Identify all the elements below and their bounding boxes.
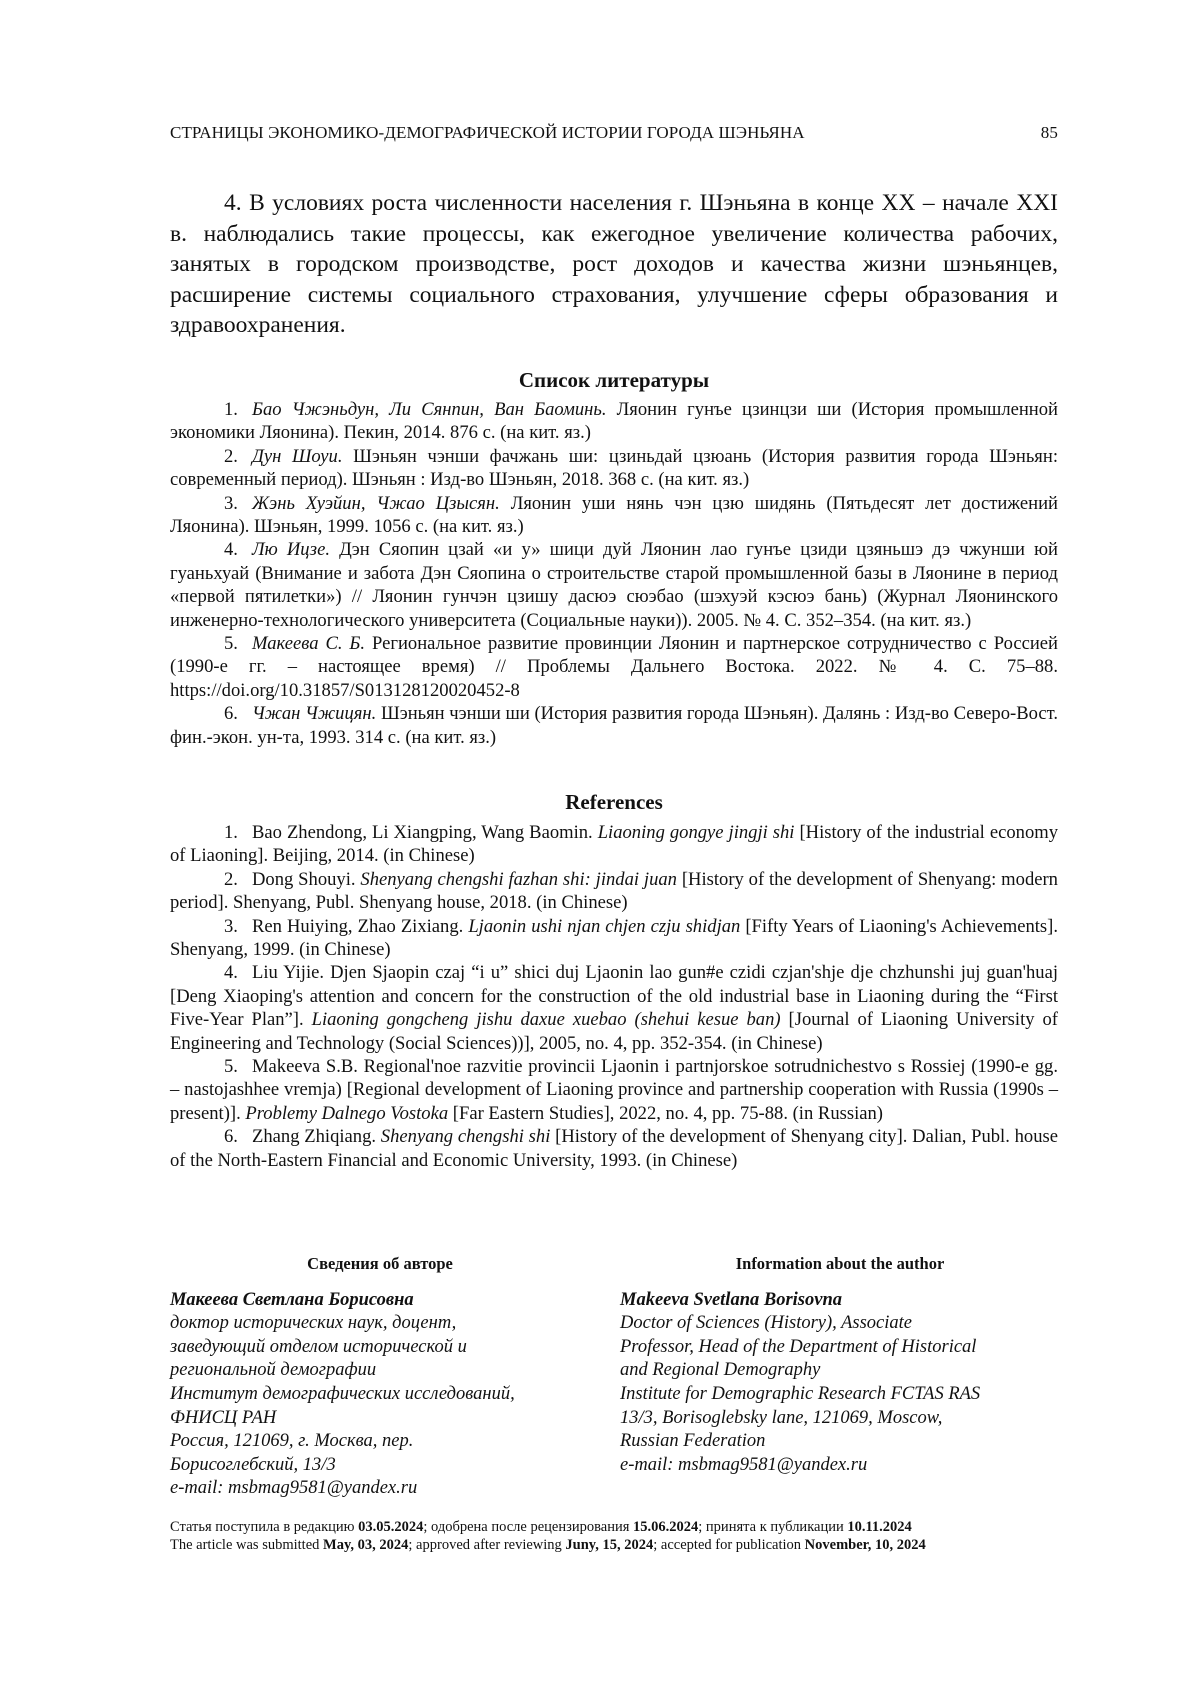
reference-author: Макеева С. Б.: [252, 633, 366, 655]
reference-text: Zhang Zhiqiang.: [252, 1126, 381, 1148]
ru-reference-item: [170, 492, 1058, 539]
en-reference-item: [170, 821, 1058, 868]
reference-text: Liu Yijie. Djen Sjaopin czaj “i u” shici duj Ljaonin lao gun#e czidi czjan'shje dje chzhunshi juj guan'huaj [Deng Xiaoping's attention and concern for the construction of the old industrial base in Liaoning during the “First Five-Year Plan”].: [170, 962, 1058, 1031]
reference-text: [History of the development of Shenyang city]. Dalian, Publ. house of the North-Eastern Financial and Economic University, 1993. (in Chinese): [170, 1126, 1058, 1171]
author-info-ru: [170, 1252, 590, 1501]
author-detail-line: 13/3, Borisoglebsky lane, 121069, Moscow,: [620, 1407, 943, 1428]
ru-reference-item: [170, 398, 1058, 445]
reference-text: Bao Zhendong, Li Xiangping, Wang Baomin.: [252, 822, 598, 843]
en-reference-item: [170, 961, 1058, 1055]
author-detail-line: e-mail: msbmag9581@yandex.ru: [170, 1478, 418, 1499]
reference-number: 3.: [224, 492, 238, 514]
reference-text: Шэньян чэнши ши (История развития города Шэньян). Далянь : Изд-во Северо-Вост. фин.-экон. ун-та, 1993. 314 с. (на кит. яз.): [170, 703, 1058, 748]
reference-text: Makeeva S.B. Regional'noe razvitie provincii Ljaonin i partnjorskoe sotrudnichestvo s Rossiej (1990-e gg. – nastojashhee vremja) [Regional development of Liaoning province and partnership cooperation with Russia (1990s – present)].: [170, 1056, 1058, 1124]
submission-dates: [170, 1518, 1058, 1554]
submission-dates-ru: Статья поступила в редакцию 03.05.2024; одобрена после рецензирования 15.06.2024; принята к публикации 10.11.2024: [170, 1519, 912, 1535]
en-reference-item: [170, 868, 1058, 915]
reference-text: Дэн Сяопин цзай «и у» шици дуй Ляонин лао гунъе цзиди цзяньшэ дэ чжунши юй гуаньхуай (Внимание и забота Дэн Сяопина о строительстве старой промышленной базы в Ляонине в период «первой пятилетки») // Ляонин гунчэн цзишу дасюэ сюэбао (шэхуэй кэсюэ бань) (Журнал Ляонинского инженерно-технологического университета (Социальные науки)). 2005. № 4. С. 352–354. (на кит. яз.): [170, 539, 1058, 631]
reference-title: Shenyang chengshi fazhan shi: jindai juan: [360, 868, 677, 890]
author-detail-line: заведующий отделом исторической и: [170, 1336, 467, 1357]
author-detail-line: ФНИСЦ РАН: [170, 1407, 277, 1428]
reference-text: Ren Huiying, Zhao Zixiang.: [252, 915, 469, 937]
submission-dates-en: The article was submitted May, 03, 2024; approved after reviewing Juny, 15, 2024; accepted for publication November, 10, 2024: [170, 1537, 926, 1553]
en-references-title: References: [565, 790, 663, 814]
reference-text: [Far Eastern Studies], 2022, no. 4, pp. 75-88. (in Russian): [448, 1102, 883, 1124]
reference-title: Liaoning gongye jingji shi: [597, 822, 795, 843]
reference-number: 4.: [224, 539, 238, 561]
author-detail-line: Борисоглебский, 13/3: [170, 1454, 336, 1475]
author-detail-line: Professor, Head of the Department of Historical: [620, 1336, 977, 1357]
conclusion-paragraph: 4. В условиях роста численности населения г. Шэньяна в конце XX – начале XXI в. наблюдались такие процессы, как ежегодное увеличение количества рабочих, занятых в городском производстве, рост доходов и качества жизни шэньянцев, расширение системы социального страхования, улучшение сферы образования и здравоохранения.: [170, 190, 1058, 338]
reference-text: Ляонин уши нянь чэн цзю шидянь (Пятьдесят лет достижений Ляонина). Шэньян, 1999. 1056 с. (на кит. яз.): [170, 492, 1058, 538]
en-reference-item: [170, 915, 1058, 962]
author-detail-line: e-mail: msbmag9581@yandex.ru: [620, 1454, 868, 1475]
ru-reference-item: [170, 702, 1058, 749]
reference-author: Дун Шоуи.: [252, 445, 343, 467]
ru-reference-item: [170, 445, 1058, 492]
reference-text: Шэньян чэнши фачжань ши: цзиньдай цзюань (История развития города Шэньян: современный период). Шэньян : Изд-во Шэньян, 2018. 368 с. (на кит. яз.): [170, 445, 1058, 491]
reference-author: Жэнь Хуэйин, Чжао Цзысян.: [252, 492, 500, 514]
reference-number: 6.: [224, 1126, 238, 1148]
reference-text: [Journal of Liaoning University of Engineering and Technology (Social Sciences))], 2005, no. 4, pp. 352-354. (in Chinese): [170, 1009, 1058, 1054]
author-detail-line: and Regional Demography: [620, 1360, 821, 1381]
ru-reference-item: [170, 538, 1058, 632]
reference-text: Dong Shouyi.: [252, 868, 361, 890]
ru-references-list: [170, 398, 1058, 749]
author-detail-line: Institute for Demographic Research FCTAS RAS: [620, 1383, 981, 1404]
reference-text: [History of the development of Shenyang: modern period]. Shenyang, Publ. Shenyang house, 2018. (in Chinese): [170, 868, 1058, 914]
reference-number: 1.: [224, 399, 238, 420]
reference-text: Ляонин гунъе цзинцзи ши (История промышленной экономики Ляонина). Пекин, 2014. 876 с. (на кит. яз.): [170, 399, 1059, 444]
reference-author: Чжан Чжицян.: [252, 703, 377, 725]
reference-text: [History of the industrial economy of Liaoning]. Beijing, 2014. (in Chinese): [170, 822, 1058, 867]
reference-text: [Fifty Years of Liaoning's Achievements]. Shenyang, 1999. (in Chinese): [170, 915, 1058, 961]
author-name-en: Makeeva Svetlana Borisovna: [620, 1289, 842, 1310]
en-reference-item: [170, 1055, 1058, 1125]
reference-text: Региональное развитие провинции Ляонин и партнерское сотрудничество с Россией (1990-е гг. – настоящее время) // Проблемы Дальнего Востока. 2022. № 4. С. 75–88. https://doi.org/10.31857/S013128120020452-8: [170, 633, 1058, 701]
reference-title: Ljaonin ushi njan chjen czju shidjan: [468, 915, 741, 937]
reference-author: Лю Ицзе.: [252, 539, 330, 561]
reference-number: 4.: [224, 962, 238, 984]
ru-reference-item: [170, 632, 1058, 702]
en-reference-item: [170, 1125, 1058, 1172]
author-heading-ru: Сведения об авторе: [307, 1254, 453, 1273]
author-detail-line: региональной демографии: [170, 1360, 377, 1381]
author-detail-line: Институт демографических исследований,: [170, 1383, 515, 1404]
running-header: [170, 123, 1058, 143]
reference-number: 3.: [224, 915, 238, 937]
reference-title: Problemy Dalnego Vostoka: [245, 1102, 449, 1124]
reference-number: 5.: [224, 633, 238, 655]
reference-number: 6.: [224, 703, 238, 725]
reference-number: 2.: [224, 445, 238, 467]
reference-title: Liaoning gongcheng jishu daxue xuebao (shehui kesue ban): [311, 1009, 781, 1031]
reference-number: 5.: [224, 1056, 238, 1078]
reference-number: 2.: [224, 868, 238, 890]
author-name-ru: Макеева Светлана Борисовна: [170, 1289, 414, 1310]
author-detail-line: Россия, 121069, г. Москва, пер.: [170, 1431, 414, 1452]
author-detail-line: Doctor of Sciences (History), Associate: [620, 1313, 912, 1334]
page-number: 85: [1040, 123, 1058, 142]
reference-number: 1.: [224, 822, 238, 843]
author-info-en: [620, 1252, 1060, 1477]
running-title: СТРАНИЦЫ ЭКОНОМИКО-ДЕМОГРАФИЧЕСКОЙ ИСТОРИИ ГОРОДА ШЭНЬЯНА: [170, 123, 805, 142]
reference-title: Shenyang chengshi shi: [380, 1126, 551, 1148]
author-detail-line: Russian Federation: [620, 1431, 766, 1452]
author-detail-line: доктор исторических наук, доцент,: [170, 1313, 457, 1334]
reference-author: Бао Чжэньдун, Ли Сянпин, Ван Баоминь.: [252, 399, 607, 420]
ru-references-title: Список литературы: [518, 368, 710, 392]
en-references-list: [170, 821, 1058, 1172]
author-heading-en: Information about the author: [735, 1254, 945, 1273]
